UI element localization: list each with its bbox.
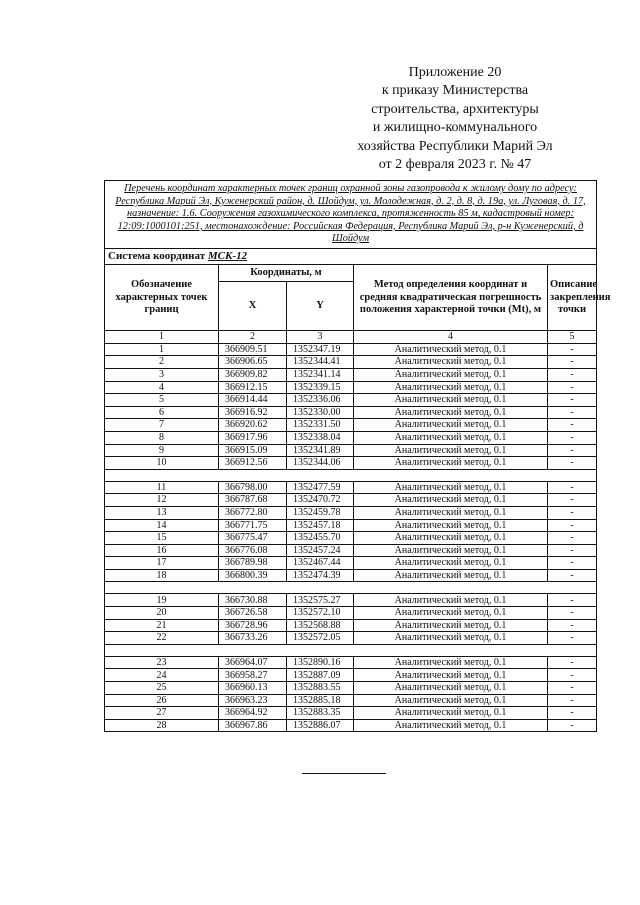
method-cell: Аналитический метод, 0.1 xyxy=(354,343,548,356)
point-number-cell: 3 xyxy=(105,368,219,381)
point-number-cell: 12 xyxy=(105,494,219,507)
y-coordinate-cell: 1352341.14 xyxy=(287,368,354,381)
point-number-cell: 24 xyxy=(105,669,219,682)
description-cell: - xyxy=(548,619,597,632)
method-cell: Аналитический метод, 0.1 xyxy=(354,356,548,369)
method-cell: Аналитический метод, 0.1 xyxy=(354,494,548,507)
table-row xyxy=(105,356,597,369)
description-cell: - xyxy=(548,569,597,582)
table-row xyxy=(105,532,597,545)
y-coordinate-cell: 1352886.07 xyxy=(287,719,354,732)
y-coordinate-cell: 1352470.72 xyxy=(287,494,354,507)
x-coordinate-cell: 366915.09 xyxy=(219,444,287,457)
x-coordinate-cell: 366958.27 xyxy=(219,669,287,682)
method-cell: Аналитический метод, 0.1 xyxy=(354,481,548,494)
description-cell: - xyxy=(548,694,597,707)
point-number-cell: 17 xyxy=(105,557,219,570)
header-line: хозяйства Республики Марий Эл xyxy=(357,138,553,154)
y-coordinate-cell: 1352331.50 xyxy=(287,419,354,432)
description-cell: - xyxy=(548,532,597,545)
method-cell: Аналитический метод, 0.1 xyxy=(354,607,548,620)
y-coordinate-cell: 1352568.88 xyxy=(287,619,354,632)
method-cell: Аналитический метод, 0.1 xyxy=(354,682,548,695)
method-cell: Аналитический метод, 0.1 xyxy=(354,368,548,381)
point-number-cell: 7 xyxy=(105,419,219,432)
x-coordinate-cell: 366914.44 xyxy=(219,394,287,407)
point-number-cell: 1 xyxy=(105,343,219,356)
x-coordinate-cell: 366789.98 xyxy=(219,557,287,570)
description-cell: - xyxy=(548,632,597,645)
header-line: от 2 февраля 2023 г. № 47 xyxy=(378,157,532,173)
table-row xyxy=(105,619,597,632)
description-cell: - xyxy=(548,494,597,507)
table-row xyxy=(105,457,597,470)
y-coordinate-cell: 1352883.35 xyxy=(287,707,354,720)
point-number-cell: 14 xyxy=(105,519,219,532)
description-cell: - xyxy=(548,594,597,607)
col-number: 2 xyxy=(219,331,287,343)
table-row xyxy=(105,494,597,507)
table-row xyxy=(105,444,597,457)
description-cell: - xyxy=(548,719,597,732)
x-coordinate-cell: 366798.00 xyxy=(219,481,287,494)
table-row xyxy=(105,394,597,407)
y-coordinate-cell: 1352330.00 xyxy=(287,406,354,419)
table-title: Перечень координат характерных точек границ охранной зоны газопровода к жилому дому по адресу: Республика Марий Эл, Куженерский район, д. Шойдум, ул. Молодежная, д. 2, д. 8, д. 19а, ул. Луговая, д. 17, назначение: 1.6. Сооружения газохимического комплекса, протяженность 85 м, кадастровый номер: 12:09:1000101:251, местонахождение: Российская Федерация, Республика Марий Эл, р-н Куженерский, д Шойдум xyxy=(105,181,597,249)
table-row xyxy=(105,569,597,582)
y-coordinate-cell: 1352459.78 xyxy=(287,506,354,519)
method-cell: Аналитический метод, 0.1 xyxy=(354,669,548,682)
description-cell: - xyxy=(548,519,597,532)
x-coordinate-cell: 366960.13 xyxy=(219,682,287,695)
header-line: строительства, архитектуры xyxy=(371,101,539,117)
y-coordinate-cell: 1352344.41 xyxy=(287,356,354,369)
method-cell: Аналитический метод, 0.1 xyxy=(354,406,548,419)
point-number-cell: 18 xyxy=(105,569,219,582)
table-row xyxy=(105,607,597,620)
description-cell: - xyxy=(548,381,597,394)
description-cell: - xyxy=(548,656,597,669)
description-cell: - xyxy=(548,506,597,519)
coordinate-system-label: Система координат xyxy=(108,249,206,262)
x-coordinate-cell: 366912.15 xyxy=(219,381,287,394)
x-coordinate-cell: 366726.58 xyxy=(219,607,287,620)
group-separator-row xyxy=(105,582,597,594)
column-numbers-row xyxy=(105,331,597,343)
x-coordinate-cell: 366964.92 xyxy=(219,707,287,720)
point-number-cell: 15 xyxy=(105,532,219,545)
x-coordinate-cell: 366775.47 xyxy=(219,532,287,545)
x-coordinate-cell: 366771.75 xyxy=(219,519,287,532)
method-cell: Аналитический метод, 0.1 xyxy=(354,506,548,519)
point-number-cell: 20 xyxy=(105,607,219,620)
x-coordinate-cell: 366912.56 xyxy=(219,457,287,470)
method-cell: Аналитический метод, 0.1 xyxy=(354,594,548,607)
table-row xyxy=(105,707,597,720)
table-row xyxy=(105,557,597,570)
point-number-cell: 2 xyxy=(105,356,219,369)
table-row xyxy=(105,594,597,607)
y-coordinate-cell: 1352467.44 xyxy=(287,557,354,570)
col-header-desc: Описание закрепления точки xyxy=(548,265,597,331)
table-row xyxy=(105,431,597,444)
x-coordinate-cell: 366909.82 xyxy=(219,368,287,381)
x-coordinate-cell: 366906.65 xyxy=(219,356,287,369)
y-coordinate-cell: 1352887.09 xyxy=(287,669,354,682)
header-line: и жилищно-коммунального xyxy=(372,120,538,136)
col-number: 4 xyxy=(354,331,548,343)
description-cell: - xyxy=(548,457,597,470)
table-row xyxy=(105,519,597,532)
x-coordinate-cell: 366909.51 xyxy=(219,343,287,356)
method-cell: Аналитический метод, 0.1 xyxy=(354,719,548,732)
y-coordinate-cell: 1352474.39 xyxy=(287,569,354,582)
col-header-point: Обозначение характерных точек границ xyxy=(105,265,219,331)
coordinates-table xyxy=(104,180,611,732)
description-cell: - xyxy=(548,394,597,407)
table-row xyxy=(105,343,597,356)
footer-divider xyxy=(302,773,386,774)
point-number-cell: 11 xyxy=(105,481,219,494)
method-cell: Аналитический метод, 0.1 xyxy=(354,707,548,720)
y-coordinate-cell: 1352336.06 xyxy=(287,394,354,407)
method-cell: Аналитический метод, 0.1 xyxy=(354,569,548,582)
col-header-coords: Координаты, м xyxy=(219,265,354,282)
x-coordinate-cell: 366963.23 xyxy=(219,694,287,707)
table-row xyxy=(105,381,597,394)
method-cell: Аналитический метод, 0.1 xyxy=(354,532,548,545)
description-cell: - xyxy=(548,607,597,620)
col-number: 1 xyxy=(105,331,219,343)
x-coordinate-cell: 366920.62 xyxy=(219,419,287,432)
group-separator-row xyxy=(105,469,597,481)
table-row xyxy=(105,669,597,682)
description-cell: - xyxy=(548,557,597,570)
y-coordinate-cell: 1352347.19 xyxy=(287,343,354,356)
description-cell: - xyxy=(548,682,597,695)
x-coordinate-cell: 366730.88 xyxy=(219,594,287,607)
point-number-cell: 4 xyxy=(105,381,219,394)
y-coordinate-cell: 1352890.16 xyxy=(287,656,354,669)
y-coordinate-cell: 1352344.06 xyxy=(287,457,354,470)
table-row xyxy=(105,544,597,557)
method-cell: Аналитический метод, 0.1 xyxy=(354,381,548,394)
table-row xyxy=(105,419,597,432)
description-cell: - xyxy=(548,669,597,682)
y-coordinate-cell: 1352572.10 xyxy=(287,607,354,620)
separator-cell xyxy=(105,644,597,656)
y-coordinate-cell: 1352883.55 xyxy=(287,682,354,695)
table-row xyxy=(105,694,597,707)
col-header-x: X xyxy=(219,282,287,331)
method-cell: Аналитический метод, 0.1 xyxy=(354,632,548,645)
description-cell: - xyxy=(548,431,597,444)
col-number: 5 xyxy=(548,331,597,343)
method-cell: Аналитический метод, 0.1 xyxy=(354,419,548,432)
table-row xyxy=(105,632,597,645)
description-cell: - xyxy=(548,481,597,494)
table-row xyxy=(105,719,597,732)
col-number: 3 xyxy=(287,331,354,343)
method-cell: Аналитический метод, 0.1 xyxy=(354,557,548,570)
description-cell: - xyxy=(548,368,597,381)
method-cell: Аналитический метод, 0.1 xyxy=(354,457,548,470)
y-coordinate-cell: 1352885.18 xyxy=(287,694,354,707)
method-cell: Аналитический метод, 0.1 xyxy=(354,544,548,557)
separator-cell xyxy=(105,582,597,594)
y-coordinate-cell: 1352572.05 xyxy=(287,632,354,645)
y-coordinate-cell: 1352455.70 xyxy=(287,532,354,545)
point-number-cell: 19 xyxy=(105,594,219,607)
method-cell: Аналитический метод, 0.1 xyxy=(354,694,548,707)
point-number-cell: 6 xyxy=(105,406,219,419)
y-coordinate-cell: 1352457.24 xyxy=(287,544,354,557)
point-number-cell: 28 xyxy=(105,719,219,732)
point-number-cell: 23 xyxy=(105,656,219,669)
description-cell: - xyxy=(548,343,597,356)
point-number-cell: 27 xyxy=(105,707,219,720)
point-number-cell: 21 xyxy=(105,619,219,632)
description-cell: - xyxy=(548,356,597,369)
y-coordinate-cell: 1352341.89 xyxy=(287,444,354,457)
point-number-cell: 25 xyxy=(105,682,219,695)
point-number-cell: 5 xyxy=(105,394,219,407)
group-separator-row xyxy=(105,644,597,656)
y-coordinate-cell: 1352338.04 xyxy=(287,431,354,444)
method-cell: Аналитический метод, 0.1 xyxy=(354,431,548,444)
table-row xyxy=(105,682,597,695)
x-coordinate-cell: 366776.08 xyxy=(219,544,287,557)
point-number-cell: 16 xyxy=(105,544,219,557)
coordinate-system-value: МСК-12 xyxy=(207,249,248,262)
point-number-cell: 26 xyxy=(105,694,219,707)
x-coordinate-cell: 366800.39 xyxy=(219,569,287,582)
col-header-y: Y xyxy=(287,282,354,331)
description-cell: - xyxy=(548,544,597,557)
header-line: к приказу Министерства xyxy=(381,83,529,99)
method-cell: Аналитический метод, 0.1 xyxy=(354,394,548,407)
x-coordinate-cell: 366772.80 xyxy=(219,506,287,519)
header-line: Приложение 20 xyxy=(408,65,502,80)
point-number-cell: 22 xyxy=(105,632,219,645)
table-row xyxy=(105,406,597,419)
y-coordinate-cell: 1352477.59 xyxy=(287,481,354,494)
x-coordinate-cell: 366964.07 xyxy=(219,656,287,669)
separator-cell xyxy=(105,469,597,481)
method-cell: Аналитический метод, 0.1 xyxy=(354,656,548,669)
x-coordinate-cell: 366916.92 xyxy=(219,406,287,419)
method-cell: Аналитический метод, 0.1 xyxy=(354,444,548,457)
point-number-cell: 10 xyxy=(105,457,219,470)
y-coordinate-cell: 1352457.18 xyxy=(287,519,354,532)
method-cell: Аналитический метод, 0.1 xyxy=(354,519,548,532)
table-row xyxy=(105,506,597,519)
coordinate-system xyxy=(105,248,597,264)
table-row xyxy=(105,481,597,494)
x-coordinate-cell: 366967.86 xyxy=(219,719,287,732)
table-row xyxy=(105,368,597,381)
description-cell: - xyxy=(548,406,597,419)
point-number-cell: 9 xyxy=(105,444,219,457)
description-cell: - xyxy=(548,707,597,720)
document-header xyxy=(330,64,580,174)
description-cell: - xyxy=(548,419,597,432)
x-coordinate-cell: 366917.96 xyxy=(219,431,287,444)
method-cell: Аналитический метод, 0.1 xyxy=(354,619,548,632)
x-coordinate-cell: 366787.68 xyxy=(219,494,287,507)
description-cell: - xyxy=(548,444,597,457)
point-number-cell: 13 xyxy=(105,506,219,519)
point-number-cell: 8 xyxy=(105,431,219,444)
table-row xyxy=(105,656,597,669)
y-coordinate-cell: 1352575.27 xyxy=(287,594,354,607)
x-coordinate-cell: 366728.96 xyxy=(219,619,287,632)
y-coordinate-cell: 1352339.15 xyxy=(287,381,354,394)
col-header-method: Метод определения координат и средняя квадратическая погрешность положения характерной точки (Mt), м xyxy=(354,265,548,331)
x-coordinate-cell: 366733.26 xyxy=(219,632,287,645)
